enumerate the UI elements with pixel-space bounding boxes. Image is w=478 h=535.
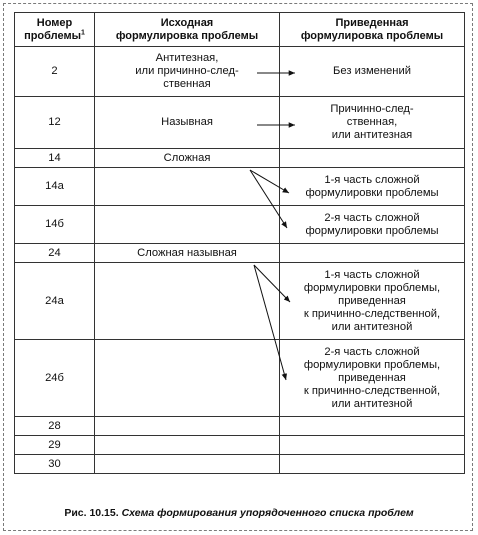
result-text-line: или антитезной <box>331 397 413 410</box>
header-original-line2: формулировка проблемы <box>115 29 259 42</box>
result-text-line: Причинно-след- <box>330 103 414 115</box>
cell-result <box>280 47 465 97</box>
table-row <box>15 244 465 263</box>
table-row <box>15 206 465 244</box>
result-text-line: 2-я часть сложной <box>324 345 420 358</box>
result-text-line: формулировки проблемы <box>305 186 439 199</box>
problem-number: 24а <box>45 294 64 307</box>
cell-number <box>15 149 95 168</box>
table-row <box>15 168 465 206</box>
result-text-line: формулировки проблемы, <box>303 281 441 294</box>
cell-original <box>95 168 280 206</box>
result-text-line: к причинно-следственной, <box>303 307 441 320</box>
result-text-line: формулировки проблемы <box>305 224 439 237</box>
problem-number: 14 <box>48 151 61 164</box>
caption-label: Рис. 10.15. <box>64 507 119 519</box>
cell-original <box>95 340 280 417</box>
result-text-line: Без изменений <box>333 65 411 77</box>
problem-number: 24б <box>45 371 64 384</box>
cell-result <box>280 97 465 149</box>
cell-number <box>15 417 95 436</box>
cell-result <box>280 455 465 474</box>
table-row <box>15 149 465 168</box>
original-text-line: Сложная назывная <box>137 246 237 259</box>
problem-number: 24 <box>48 246 61 259</box>
header-result-line1: Приведенная <box>335 16 409 29</box>
result-text-line: или антитезной <box>331 320 413 333</box>
table-row <box>15 47 465 97</box>
cell-original <box>95 97 280 149</box>
problem-number: 14б <box>45 218 64 230</box>
result-text-line: приведенная <box>338 371 406 384</box>
cell-number <box>15 436 95 455</box>
problem-number: 12 <box>48 116 61 128</box>
problem-number: 30 <box>48 457 61 470</box>
table-row <box>15 340 465 417</box>
problems-table <box>14 12 465 474</box>
header-result-line2: формулировка проблемы <box>300 29 444 42</box>
result-text-line: 1-я часть сложной <box>324 268 420 281</box>
result-text-line: или антитезная <box>331 129 413 141</box>
result-text-line: формулировки проблемы, <box>303 358 441 371</box>
footnote-mark: 1 <box>81 28 85 36</box>
table-row <box>15 436 465 455</box>
cell-original <box>95 436 280 455</box>
original-text-line: ственная <box>163 78 211 90</box>
table-row <box>15 455 465 474</box>
result-text-line: приведенная <box>338 294 406 307</box>
cell-result <box>280 263 465 340</box>
header-number-line1: Номер <box>36 16 73 29</box>
cell-result <box>280 436 465 455</box>
table-row <box>15 263 465 340</box>
original-text-line: Антитезная, <box>155 52 219 64</box>
cell-original <box>95 206 280 244</box>
header-result <box>280 13 465 47</box>
cell-original <box>95 47 280 97</box>
cell-original <box>95 244 280 263</box>
cell-original <box>95 263 280 340</box>
header-original <box>95 13 280 47</box>
result-text-line: ственная, <box>346 116 398 128</box>
original-text-line: Сложная <box>163 151 211 164</box>
cell-result <box>280 206 465 244</box>
header-row <box>15 13 465 47</box>
problem-number: 28 <box>48 419 61 432</box>
cell-number <box>15 263 95 340</box>
cell-number <box>15 206 95 244</box>
cell-number <box>15 97 95 149</box>
table-row <box>15 417 465 436</box>
problem-number: 14а <box>45 180 64 192</box>
problem-number: 29 <box>48 438 61 451</box>
cell-number <box>15 244 95 263</box>
cell-original <box>95 417 280 436</box>
figure-caption <box>0 507 478 519</box>
result-text-line: к причинно-следственной, <box>303 384 441 397</box>
cell-original <box>95 149 280 168</box>
cell-number <box>15 47 95 97</box>
cell-result <box>280 417 465 436</box>
cell-original <box>95 455 280 474</box>
cell-number <box>15 168 95 206</box>
header-original-line1: Исходная <box>160 16 214 29</box>
cell-result <box>280 244 465 263</box>
original-text-line: Назывная <box>161 116 213 128</box>
caption-text: Схема формирования упорядоченного списка проблем <box>121 507 414 519</box>
header-number <box>15 13 95 47</box>
original-text-line: или причинно-след- <box>135 65 239 77</box>
cell-number <box>15 455 95 474</box>
cell-result <box>280 149 465 168</box>
cell-result <box>280 340 465 417</box>
cell-number <box>15 340 95 417</box>
cell-result <box>280 168 465 206</box>
result-text-line: 2-я часть сложной <box>324 211 420 224</box>
result-text-line: 1-я часть сложной <box>324 173 420 186</box>
table-row <box>15 97 465 149</box>
header-number-line2: проблемы <box>24 29 82 42</box>
problem-number: 2 <box>51 65 58 77</box>
